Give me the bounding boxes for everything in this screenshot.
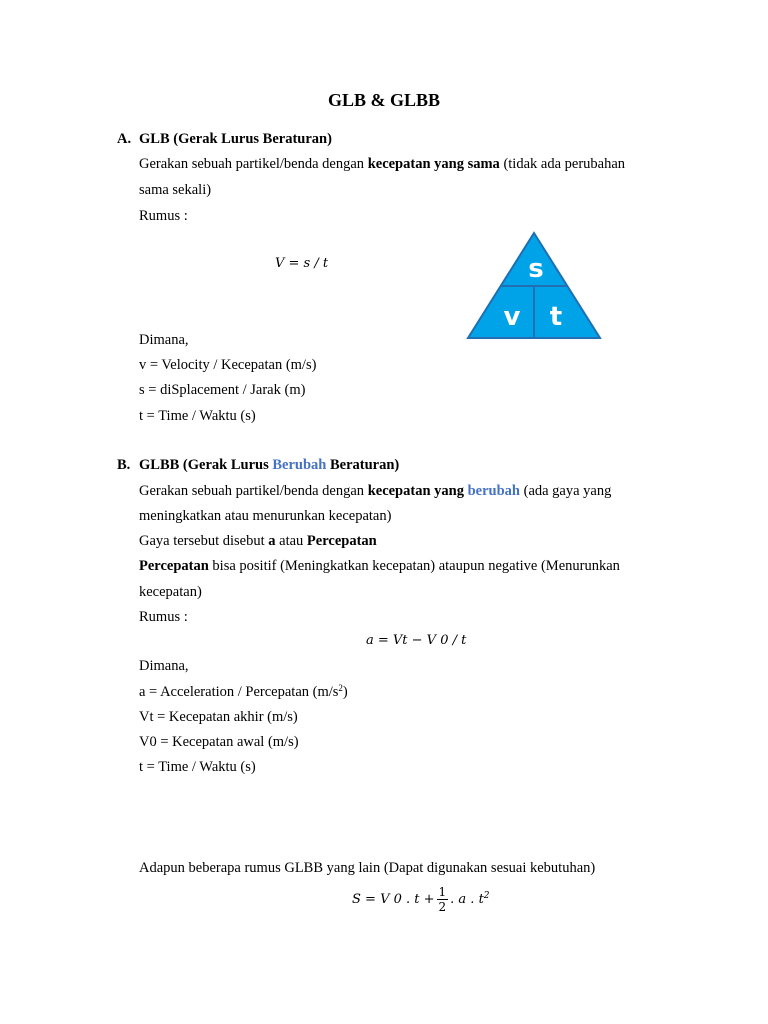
percepatan-statement-line2: kecepatan) <box>139 584 202 600</box>
section-a-marker: A. <box>117 131 132 147</box>
svt-triangle-diagram <box>464 230 604 342</box>
section-a-heading: GLB (Gerak Lurus Beraturan) <box>139 131 332 147</box>
percepatan-statement: Percepatan bisa positif (Meningkatkan kecepatan) ataupun negative (Menurunkan <box>139 558 620 574</box>
section-b-dimana: Dimana, <box>139 658 189 674</box>
section-a-description-line2: sama sekali) <box>139 182 212 198</box>
def-velocity: v = Velocity / Kecepatan (m/s) <box>139 357 317 373</box>
def-displacement: s = diSplacement / Jarak (m) <box>139 382 306 398</box>
def-acceleration: a = Acceleration / Percepatan $(m/s^2)$ <box>139 683 348 700</box>
def-time: t = Time / Waktu (s) <box>139 408 256 424</box>
triangle-label-s: s <box>528 254 544 284</box>
other-formulas-intro: Adapun beberapa rumus GLBB yang lain (Dapat digunakan sesuai kebutuhan) <box>139 860 596 876</box>
section-a-rumus-label: Rumus : <box>139 208 188 224</box>
section-a-dimana: Dimana, <box>139 332 189 348</box>
triangle-label-t: t <box>549 302 563 332</box>
page-title: GLB & GLBB <box>327 90 441 110</box>
section-b-heading: GLBB (Gerak Lurus Berubah Beraturan) <box>139 457 400 473</box>
glbb-formula: a = Vt − V 0 / t <box>366 633 467 648</box>
glbb-distance-formula: S = V 0 . t + $\frac{1}{2}$ . a . $t^2$ <box>352 885 490 914</box>
section-a-description: Gerakan sebuah partikel/benda dengan kecepatan yang sama (tidak ada perubahan <box>139 156 626 172</box>
section-b-description-line2: meningkatkan atau menurunkan kecepatan) <box>139 508 392 524</box>
triangle-label-v: v <box>503 302 521 332</box>
section-b-description: Gerakan sebuah partikel/benda dengan kecepatan yang berubah (ada gaya yang <box>139 483 612 499</box>
glb-formula: V = s / t <box>275 256 329 271</box>
def-final-velocity: Vt = Kecepatan akhir (m/s) <box>139 709 298 725</box>
section-b-marker: B. <box>117 457 131 473</box>
gaya-statement: Gaya tersebut disebut a atau Percepatan <box>139 533 377 549</box>
def-initial-velocity: V0 = Kecepatan awal (m/s) <box>139 734 299 750</box>
def-time-b: t = Time / Waktu (s) <box>139 759 256 775</box>
section-b-rumus-label: Rumus : <box>139 609 188 625</box>
fraction-one-half: $\frac{1}{2}$ <box>438 885 447 914</box>
